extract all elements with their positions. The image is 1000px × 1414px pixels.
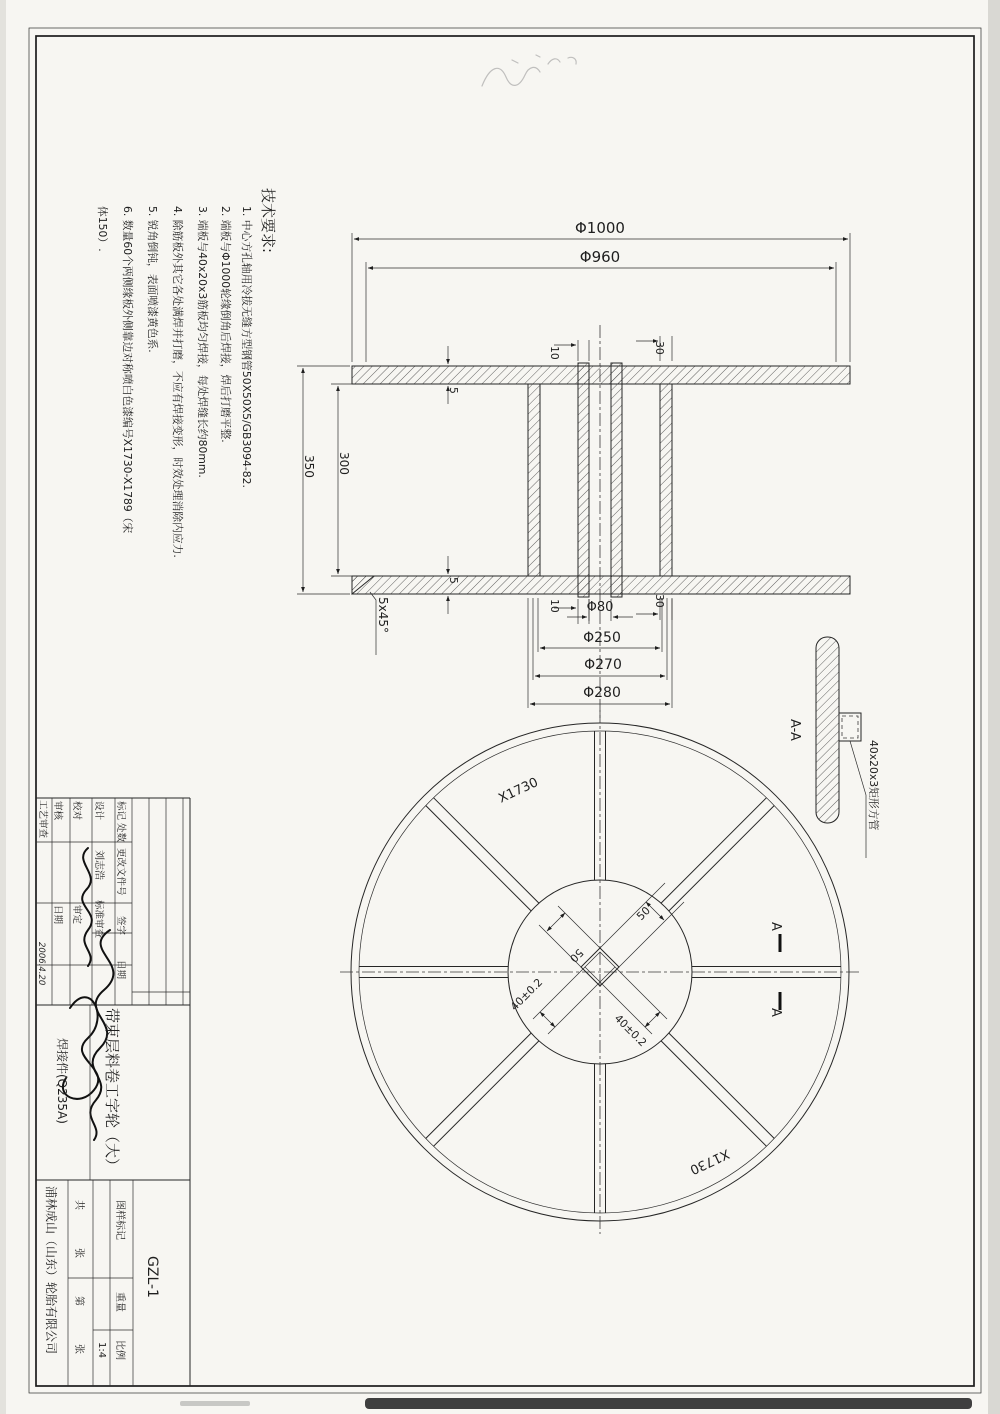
dim-phi1000 xyxy=(352,219,850,362)
dim-phi80-label: Φ80 xyxy=(586,600,614,615)
flange-bottom xyxy=(352,576,850,594)
dim-phi270-label: Φ270 xyxy=(584,657,622,673)
dim-10-bottom xyxy=(548,599,589,624)
tech-req-item-2: 2. 端板与Φ1000轮缘倒角后焊接，焊后打磨平整. xyxy=(219,206,232,443)
drum-wall-left xyxy=(528,384,540,576)
design-label: 设计 xyxy=(93,801,104,821)
part-name: 带束层料卷工字轮（大） xyxy=(103,1008,121,1174)
dim-40-se: 40±0.2 xyxy=(611,1011,650,1050)
section-cut-marks xyxy=(768,922,783,1017)
dim-350-label: 350 xyxy=(302,455,316,478)
dim-5-top-label: 5 xyxy=(447,387,460,394)
section-mark-a-top: A xyxy=(768,922,783,931)
pencil-scribble xyxy=(482,55,576,86)
dim-30-bottom xyxy=(636,594,672,620)
weight-label: 重量 xyxy=(114,1292,125,1312)
drum-wall-right xyxy=(660,384,672,576)
dim-50-nw: 50 xyxy=(567,946,586,965)
dim-phi1000-label: Φ1000 xyxy=(575,219,625,237)
dim-30-top-label: 30 xyxy=(653,341,666,355)
rev-sign-label: 签字 xyxy=(115,916,126,936)
detail-aa-title: A-A xyxy=(787,719,802,741)
tech-req-item-1: 1. 中心方孔轴用冷拔无缝方型钢管50X50X5/GB3094-82. xyxy=(240,206,253,488)
tech-req-item-5: 5. 锐角倒钝，表面喷漆黄色系. xyxy=(146,206,159,353)
dim-30-bottom-label: 30 xyxy=(653,594,666,608)
dim-350 xyxy=(297,366,350,594)
tube-section-inner xyxy=(842,716,858,738)
tech-req-item-3: 3. 端板与40x20x3筋板均匀焊接，每处焊缝长约80mm. xyxy=(196,206,209,478)
section-mark-a-bottom: A xyxy=(768,1008,783,1017)
drawing-number: GZL-1 xyxy=(144,1256,160,1298)
sheets-total-label: 共 xyxy=(73,1200,84,1210)
dim-30-top xyxy=(636,336,672,361)
rev-date-label: 日期 xyxy=(115,960,126,980)
sheets-no-label: 第 xyxy=(73,1296,84,1306)
serial-label-top: X1730 xyxy=(496,775,541,807)
designer-name: 刘志浩 xyxy=(93,850,104,880)
date-label: 日期 xyxy=(52,905,63,925)
audit-label: 审核 xyxy=(52,801,63,821)
tech-req-title: 技术要求: xyxy=(259,188,277,254)
process-review-label: 工艺审查 xyxy=(37,800,48,839)
rev-mark-label: 标记 xyxy=(115,801,126,821)
dim-phi280-label: Φ280 xyxy=(583,685,621,701)
tube-label: 40x20x3矩形方管 xyxy=(867,740,880,831)
dim-5-bottom-label: 5 xyxy=(447,577,460,584)
tube-leader xyxy=(850,741,866,858)
scale-value: 1:4 xyxy=(96,1342,107,1359)
hub-tube-wall-right xyxy=(611,363,622,597)
bottom-title-block xyxy=(44,1180,160,1386)
hub-tube-wall-left xyxy=(578,363,589,597)
check-label: 校对 xyxy=(71,801,82,821)
tech-req-item-4: 4. 除筋板外其它各处满焊并打磨，不应有焊接变形，时效处理消除内应力. xyxy=(171,206,184,558)
dim-phi960 xyxy=(366,248,836,362)
dim-chamfer-label: 5x45° xyxy=(376,597,390,634)
dim-40-sw: 40±0.2 xyxy=(507,975,546,1014)
approve-label: 审定 xyxy=(71,905,82,925)
company-name: 浦林成山（山东）轮胎有限公司 xyxy=(44,1186,58,1355)
flange-top xyxy=(352,366,850,384)
sheets-sheet1-label: 张 xyxy=(73,1248,84,1258)
dim-10-bottom-label: 10 xyxy=(548,599,561,613)
drawing-mark-label: 图样标记 xyxy=(114,1200,125,1240)
rev-count-label: 处数 xyxy=(115,823,126,843)
tech-req-item-6-wrap: 体150）. xyxy=(96,206,109,252)
rev-docno-label: 更改文件号 xyxy=(115,848,126,896)
dim-phi960-label: Φ960 xyxy=(579,248,621,266)
spoke-section-bar xyxy=(816,637,839,823)
serial-label-bottom: X1730 xyxy=(687,1145,732,1177)
dim-300 xyxy=(331,384,352,576)
front-view xyxy=(340,710,862,1234)
std-review-label: 标准审查 xyxy=(93,900,104,939)
technical-requirements xyxy=(96,188,277,558)
handwritten-date: 2006.4.20 xyxy=(36,942,46,986)
tech-req-item-6: 6. 数量60个两侧缘板外侧靠边对称喷白色漆编号X1730-X1789（宋 xyxy=(121,206,134,534)
material-spec: 焊接件(Q235A) xyxy=(55,1038,69,1124)
dim-chamfer xyxy=(370,592,390,655)
sheets-sheet2-label: 张 xyxy=(73,1344,84,1354)
part-name-block xyxy=(36,1005,190,1180)
dim-10-top-label: 10 xyxy=(548,346,561,360)
dim-50-ne: 50 xyxy=(634,904,653,923)
dim-300-label: 300 xyxy=(337,452,351,475)
dim-10-top xyxy=(548,340,589,361)
section-view xyxy=(297,219,850,718)
dim-phi250-label: Φ250 xyxy=(583,630,621,646)
scale-label: 比例 xyxy=(114,1340,125,1360)
